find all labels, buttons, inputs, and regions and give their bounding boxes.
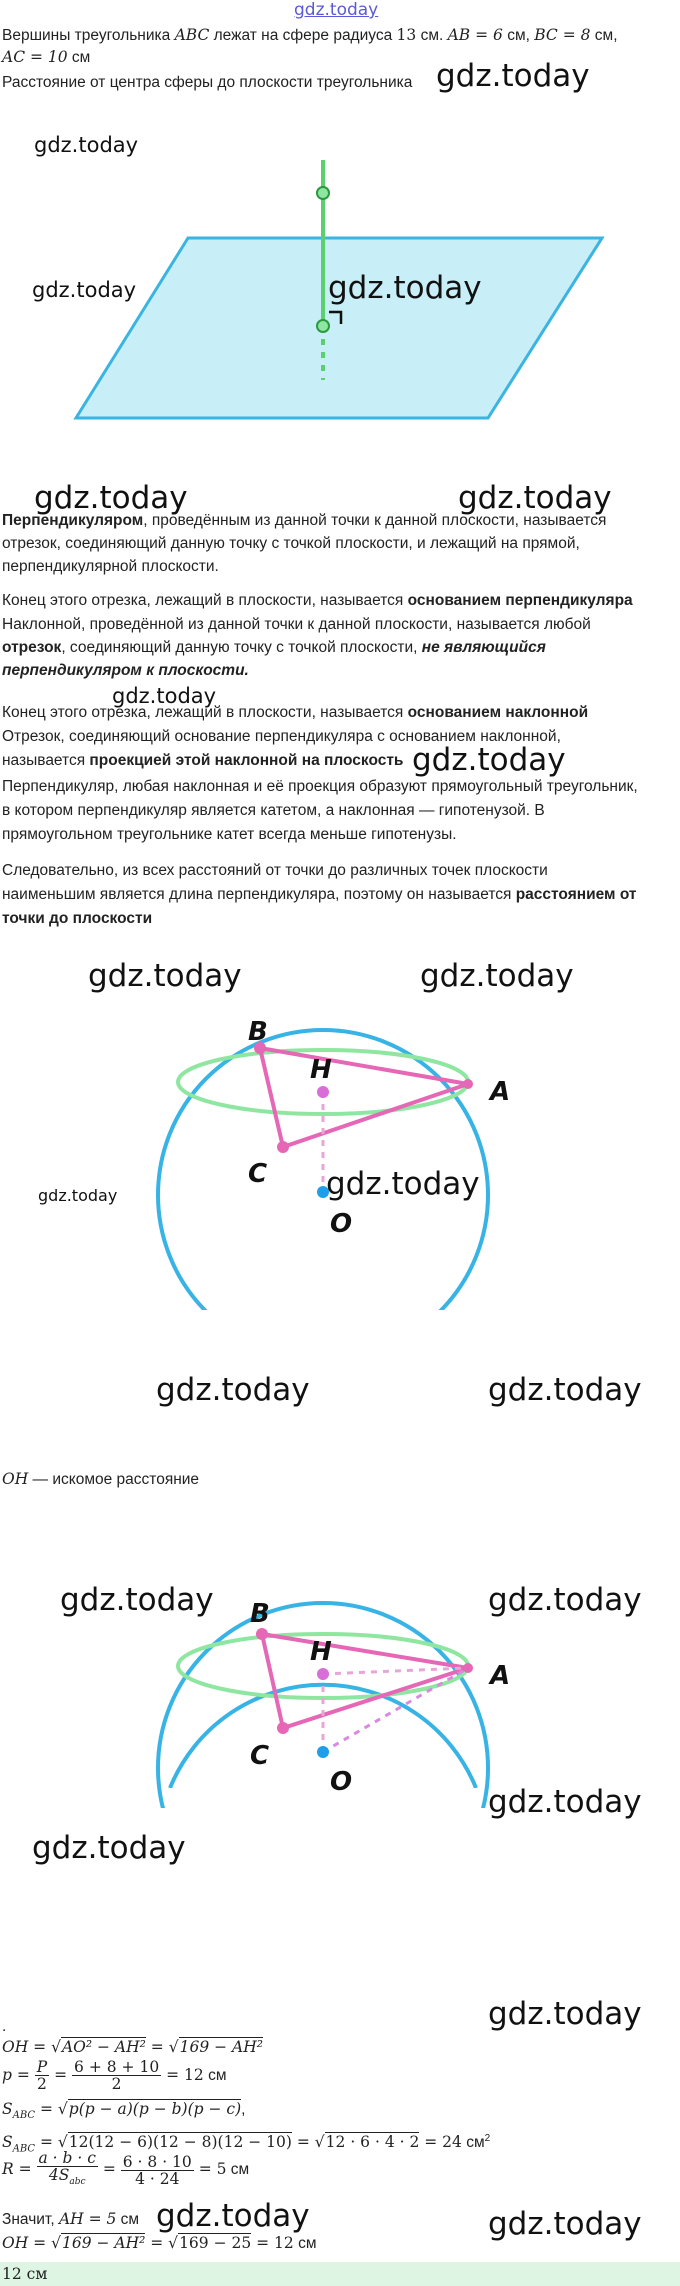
problem-question: Расстояние от центра сферы до плоскости треугольника [2, 74, 413, 91]
theory-p1-l3: перпендикулярной плоскости. [2, 558, 219, 575]
side-ab: AB = 6 [447, 26, 503, 44]
term-distance-2: точки до плоскости [2, 910, 153, 927]
heron-calc: 12 · 6 · 4 · 2 [325, 2133, 420, 2152]
point-h [317, 1668, 329, 1680]
theory-text: , соединяющий данную точку с точкой плоскости, [61, 639, 422, 656]
ah-value: AH = 5 [58, 2210, 117, 2228]
frac-den: 4S [48, 2166, 70, 2184]
term-projection: проекцией этой наклонной на плоскость [89, 752, 404, 769]
s-symbol: S [2, 2133, 13, 2152]
solution-heron: $S_{ABC} = √p(p - a)(p - b)(p - c)$, [2, 2100, 246, 2122]
point-c [277, 1722, 289, 1734]
point-base [317, 320, 329, 332]
solution-ah [2, 2208, 139, 2231]
equals: = [35, 2100, 58, 2118]
side-bc: BC = 8 [534, 26, 591, 44]
theory-text: наименьшим является длина перпендикуляра, поэтому он называется [2, 886, 516, 903]
point-a [463, 1079, 473, 1089]
heron-calc: 12(12 − 6)(12 − 8)(12 − 10) [68, 2133, 292, 2152]
theory-text: называется [2, 752, 90, 769]
theory-p3-l3 [2, 660, 249, 682]
label-c: C [248, 1159, 268, 1189]
oh-statement [2, 1468, 199, 1491]
unit: см. [416, 27, 444, 44]
s-symbol: S [2, 2100, 13, 2118]
problem-text: Вершины треугольника [2, 27, 175, 44]
equals: = [291, 2133, 315, 2152]
unit: см [203, 2067, 227, 2084]
term-oblique-base: основанием наклонной [407, 704, 589, 721]
label-h: H [310, 1055, 332, 1085]
term-distance: расстоянием от [515, 886, 637, 903]
solution-r: R = $\frac{a \cdot b \cdot c}{4S_{abc}}$ = $\frac{6 \cdot 8 \cdot 10}{4 \cdot 24}$ = 5 см [2, 2149, 250, 2188]
watermark: gdz.today [326, 1166, 480, 1202]
oh-symbol: OH [2, 2038, 29, 2056]
p-value: = 12 [161, 2066, 204, 2084]
watermark: gdz.today [488, 1784, 642, 1820]
watermark: gdz.today [60, 1582, 214, 1618]
watermark: gdz.today [458, 480, 612, 516]
equals: = [35, 2133, 58, 2152]
theory-text: Конец этого отрезка, лежащий в плоскости, называется [2, 592, 408, 609]
side-ac: AC = 10 [2, 48, 68, 66]
watermark: gdz.today [328, 270, 482, 306]
watermark: gdz.today [488, 2206, 642, 2242]
solution-p: p = $\frac{P}{2}$ = $\frac{6 + 8 + 10}{2}$ = 12 см [2, 2058, 227, 2094]
label-h: H [310, 1637, 332, 1667]
problem-text: лежат на сфере радиуса [209, 27, 397, 44]
theory-text: , проведённым из данной точки к данной плоскости, называется [143, 512, 607, 529]
point-o [317, 1746, 329, 1758]
site-logo[interactable]: gdz.today [294, 0, 379, 20]
frac-num: 6 · 8 · 10 [122, 2152, 192, 2171]
equals: = [145, 2234, 169, 2252]
theory-p3-l2 [2, 637, 546, 659]
solution-oh-final: OH = √169 − AH² = √169 − 25 = 12 см [2, 2234, 317, 2252]
theory-p3-l1: Наклонной, проведённой из данной точки к данной плоскости, называется любой [2, 616, 591, 633]
watermark: gdz.today [488, 1582, 642, 1618]
watermark: gdz.today [112, 684, 217, 708]
watermark: gdz.today [488, 1996, 642, 2032]
watermark: gdz.today [88, 958, 242, 994]
r-symbol: R = [2, 2160, 37, 2179]
solution-text: Значит, [2, 2211, 59, 2228]
label-a: A [490, 1661, 511, 1691]
watermark: gdz.today [412, 742, 566, 778]
point-b [256, 1628, 268, 1640]
theory-p7-l1: Следовательно, из всех расстояний от точки до различных точек плоскости [2, 862, 548, 879]
equals: = [145, 2038, 169, 2056]
term-perpendicular-to-plane: перпендикуляром к плоскости. [2, 662, 249, 679]
solution-s: $S_{ABC} = √12(12 - 6)(12 - 8)(12 - 10) = √12 \cdot 6 \cdot 4 \cdot 2 = 24$ $см^2$ [2, 2133, 491, 2155]
watermark: gdz.today [156, 2198, 310, 2234]
sqrt-expr: 169 − AH² [179, 2038, 263, 2056]
unit: см [116, 2211, 140, 2228]
answer: 12 см [2, 2265, 48, 2283]
unit: см, [502, 27, 535, 44]
solution-oh: OH = √AO² − AH² = √169 − AH² [2, 2038, 263, 2056]
watermark: gdz.today [32, 278, 137, 302]
sqrt-expr: 169 − 25 [179, 2234, 252, 2252]
label-b: B [248, 1017, 268, 1047]
heron-expr: p(p − a)(p − b)(p − c) [68, 2100, 242, 2118]
unit: см [461, 2134, 485, 2152]
theory-p1-l2: отрезок, соединяющий данную точку с точкой плоскости, и лежащий на прямой, [2, 535, 580, 552]
unit: см [226, 2161, 250, 2179]
point-top [317, 187, 329, 199]
term-not-being: не являющийся [421, 639, 546, 656]
answer-bar [0, 2262, 680, 2286]
theory-p6-l2: в котором перпендикуляр является катетом, а наклонная — гипотенузой. В [2, 802, 545, 819]
unit: см [293, 2235, 317, 2252]
equals: = [28, 2234, 52, 2252]
comma: , [241, 2101, 246, 2118]
term-perpendicular-base: основанием перпендикуляра [407, 592, 633, 609]
theory-p7-l3 [2, 908, 152, 930]
point-c [277, 1141, 289, 1153]
frac-den-sub: abc [69, 2177, 86, 2188]
oh-symbol: OH [2, 2234, 29, 2252]
watermark: gdz.today [436, 58, 590, 94]
frac-num: a · b · c [38, 2149, 96, 2167]
watermark: gdz.today [34, 480, 188, 516]
frac-num: P [36, 2058, 48, 2077]
label-o: O [330, 1767, 353, 1797]
label-c: C [250, 1741, 270, 1771]
sqrt-expr: AO² − AH² [61, 2038, 146, 2056]
point-a [463, 1663, 473, 1673]
problem-line-2 [2, 46, 90, 69]
oh-text: — искомое расстояние [28, 1471, 200, 1488]
equals: = [28, 2038, 52, 2056]
s-value: = 24 [419, 2133, 462, 2152]
oh-symbol: OH [2, 1470, 29, 1488]
oh-value: = 12 [251, 2234, 294, 2252]
label-a: A [490, 1077, 511, 1107]
theory-p7-l2 [2, 884, 637, 906]
theory-p4 [2, 702, 588, 724]
sphere-figure-1 [0, 1010, 680, 1310]
theory-p2 [2, 590, 633, 612]
unit-sq: 2 [484, 2133, 491, 2144]
term-segment: отрезок [2, 639, 62, 656]
theory-p5-l1: Отрезок, соединяющий основание перпендикуляра с основанием наклонной, [2, 728, 561, 745]
solution-dot: . [2, 2018, 7, 2035]
watermark: gdz.today [488, 1372, 642, 1408]
frac-den: 2 [111, 2075, 122, 2094]
watermark: gdz.today [420, 958, 574, 994]
p-symbol: p = [2, 2066, 35, 2084]
point-h [317, 1086, 329, 1098]
sphere-figure-2-body [0, 1588, 680, 1808]
triangle-name: ABC [174, 26, 210, 44]
watermark: gdz.today [34, 133, 139, 157]
frac-den: 2 [37, 2075, 47, 2094]
watermark: gdz.today [156, 1372, 310, 1408]
s-sub: ABC [12, 2143, 36, 2155]
radius-value: 13 [396, 26, 417, 44]
problem-line-1 [2, 24, 618, 47]
theory-p6-l3: прямоугольном треугольнике катет всегда меньше гипотенузы. [2, 826, 457, 843]
unit: см, [590, 27, 618, 44]
watermark: gdz.today [38, 1186, 118, 1205]
term-perpendicular: Перпендикуляром [2, 512, 144, 529]
theory-p5-l2 [2, 750, 403, 772]
label-o: O [330, 1209, 353, 1239]
theory-p6-l1: Перпендикуляр, любая наклонная и её проекция образуют прямоугольный треугольник, [2, 778, 638, 795]
theory-p1-l1 [2, 510, 606, 532]
r-value: = 5 [193, 2160, 227, 2179]
label-b: B [250, 1599, 270, 1629]
plane [76, 238, 602, 418]
frac-num: 6 + 8 + 10 [74, 2058, 160, 2077]
frac-den: 4 · 24 [135, 2169, 180, 2188]
theory-text: Конец этого отрезка, лежащий в плоскости, называется [2, 704, 408, 721]
s-sub: ABC [12, 2110, 36, 2122]
unit: см [67, 49, 91, 66]
watermark: gdz.today [32, 1830, 186, 1866]
sqrt-expr: 169 − AH² [61, 2234, 146, 2252]
